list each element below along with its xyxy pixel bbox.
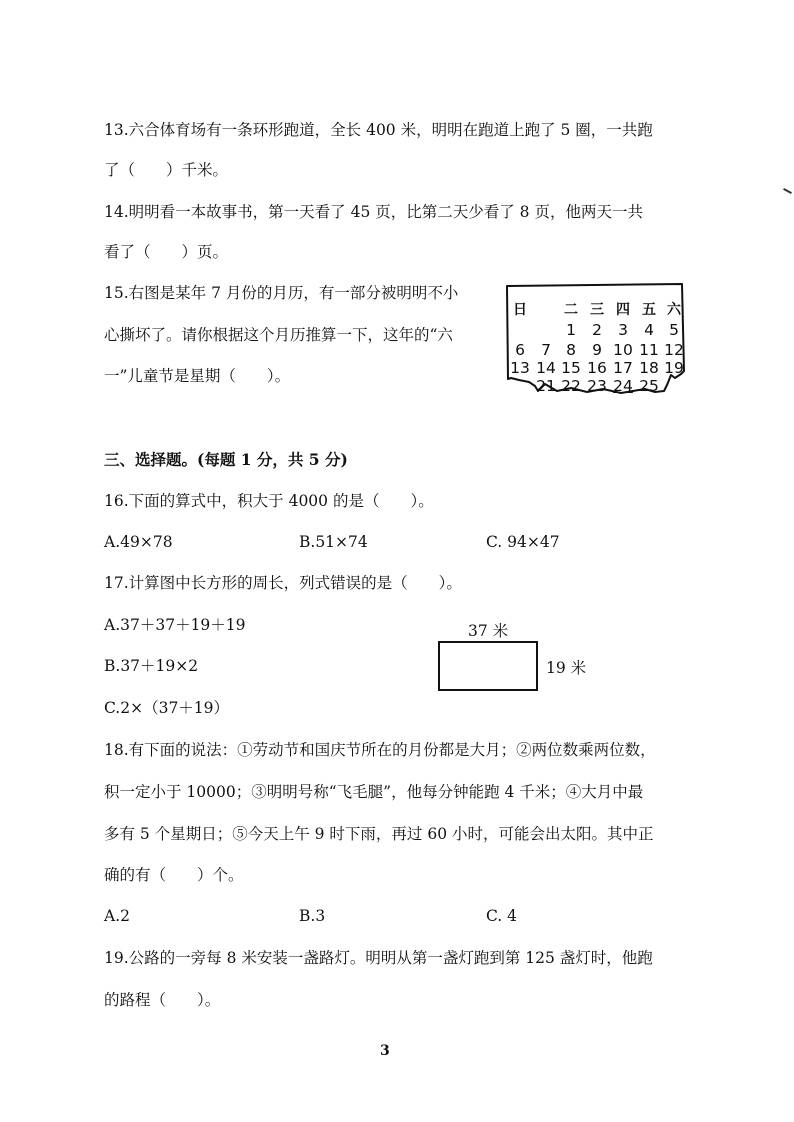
question-18-line-4: 确的有（ ）个。 (104, 866, 244, 884)
calendar-header-cell: 六 (667, 302, 681, 318)
calendar-day-cell: 3 (618, 321, 628, 339)
calendar-day-cell: 24 (613, 377, 633, 395)
calendar-day-cell: 17 (613, 359, 633, 377)
calendar-header-cell: 二 (564, 302, 578, 318)
calendar-day-cell: 19 (664, 359, 684, 377)
question-17: 17.计算图中长方形的周长，列式错误的是（ ）。 (104, 574, 462, 592)
calendar-day-cell: 11 (639, 341, 659, 359)
calendar-day-cell: 23 (587, 377, 607, 395)
question-15-line-2: 心撕坏了。请你根据这个月历推算一下，这年的“六 (104, 326, 453, 344)
torn-calendar (505, 283, 686, 395)
question-15-line-1: 15.右图是某年 7 月份的月历，有一部分被明明不小 (104, 284, 459, 302)
calendar-header-cell: 五 (642, 302, 656, 318)
calendar-day-cell: 12 (664, 341, 684, 359)
calendar-day-cell: 4 (644, 321, 654, 339)
calendar-day-cell: 16 (587, 359, 607, 377)
calendar-day-cell: 15 (561, 359, 581, 377)
calendar-day-cell: 18 (639, 359, 659, 377)
calendar-day-cell: 14 (536, 359, 556, 377)
q18-option-b: B.3 (299, 907, 326, 925)
calendar-header-cell: 日 (513, 302, 527, 318)
q16-option-b: B.51×74 (299, 533, 368, 551)
calendar-day-cell: 9 (592, 341, 602, 359)
calendar-day-cell: 1 (566, 321, 576, 339)
q16-option-a: A.49×78 (104, 533, 173, 551)
calendar-day-cell: 8 (566, 341, 576, 359)
calendar-day-cell: 10 (613, 341, 633, 359)
calendar-header-cell: 三 (590, 302, 604, 318)
calendar-day-cell: 5 (669, 321, 679, 339)
question-19-line-1: 19.公路的一旁每 8 米安装一盏路灯。明明从第一盏灯跑到第 125 盏灯时，他跑 (104, 949, 653, 967)
calendar-day-cell: 22 (561, 377, 581, 395)
section-3-heading: 三、选择题。(每题 1 分，共 5 分) (104, 450, 348, 469)
question-14-line-1: 14.明明看一本故事书，第一天看了 45 页，比第二天少看了 8 页，他两天一共 (104, 203, 643, 221)
calendar-day-cell: 2 (592, 321, 602, 339)
margin-mark (783, 188, 792, 194)
rectangle-width-label: 19 米 (546, 659, 587, 677)
question-19-line-2: 的路程（ ）。 (104, 991, 221, 1009)
question-13-line-1: 13.六合体育场有一条环形跑道，全长 400 米，明明在跑道上跑了 5 圈，一共跑 (104, 121, 653, 139)
calendar-day-cell: 6 (515, 341, 525, 359)
calendar-day-cell: 21 (536, 377, 556, 395)
calendar-day-cell: 25 (639, 377, 659, 395)
q18-option-c: C. 4 (486, 907, 518, 925)
rectangle-shape (438, 641, 538, 691)
q18-option-a: A.2 (104, 907, 130, 925)
calendar-day-cell: 7 (541, 341, 551, 359)
q17-option-c: C.2×（37＋19） (104, 699, 230, 717)
q16-option-c: C. 94×47 (486, 533, 560, 551)
question-16: 16.下面的算式中，积大于 4000 的是（ ）。 (104, 492, 434, 510)
question-18-line-1: 18.有下面的说法：①劳动节和国庆节所在的月份都是大月；②两位数乘两位数， (104, 741, 656, 759)
rectangle-length-label: 37 米 (468, 622, 509, 640)
calendar-header-cell: 四 (616, 302, 630, 318)
calendar-day-cell: 13 (510, 359, 530, 377)
q17-option-a: A.37＋37＋19＋19 (104, 616, 246, 634)
rectangle-figure (438, 619, 598, 699)
question-15-line-3: 一”儿童节是星期（ ）。 (104, 367, 291, 385)
q17-option-b: B.37＋19×2 (104, 657, 199, 675)
page-number: 3 (380, 1043, 390, 1059)
question-13-line-2: 了（ ）千米。 (104, 161, 229, 179)
question-14-line-2: 看了（ ）页。 (104, 243, 229, 261)
question-18-line-2: 积一定小于 10000；③明明号称“飞毛腿”，他每分钟能跑 4 千米；④大月中最 (104, 783, 644, 801)
question-18-line-3: 多有 5 个星期日；⑤今天上午 9 时下雨，再过 60 小时，可能会出太阳。其中正 (104, 825, 654, 843)
